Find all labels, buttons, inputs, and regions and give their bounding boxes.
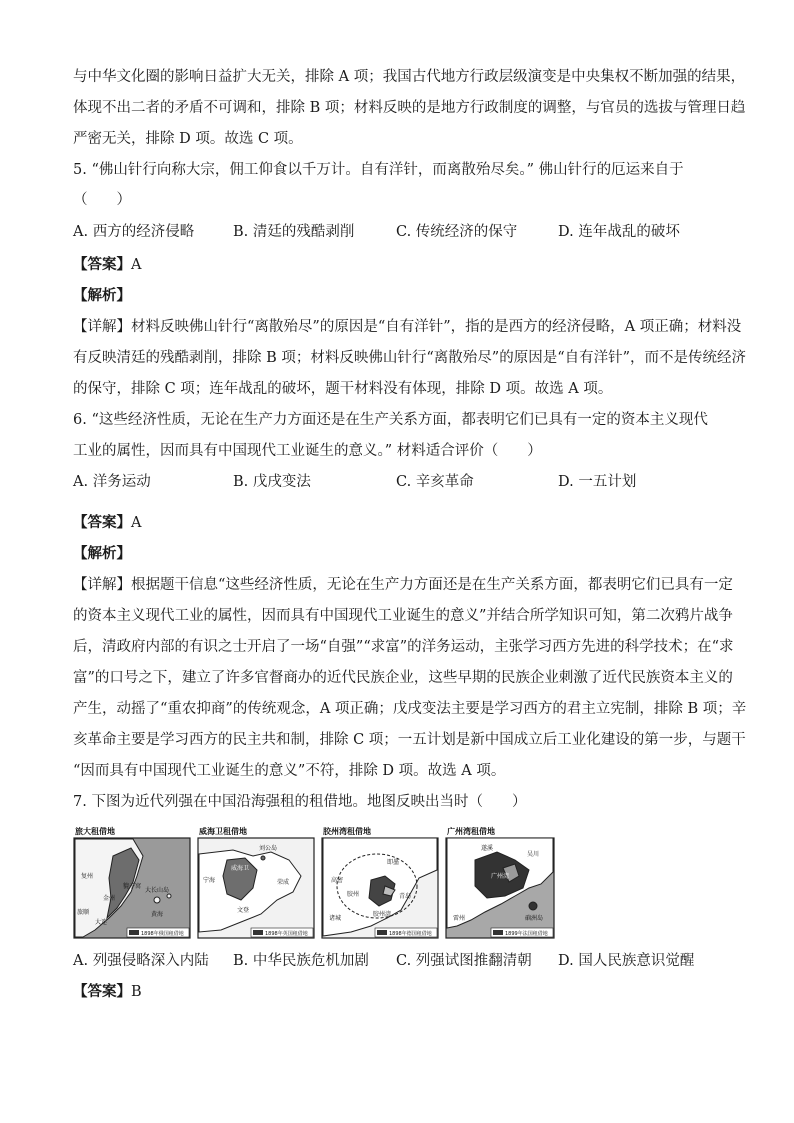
q5-option-b: B. 清廷的残酷剥削 — [233, 224, 355, 240]
map-weihaiwei-place-3: 宁海 — [203, 877, 216, 884]
map-lvda-place-2: 貔子窝 — [123, 883, 142, 890]
intro-line-2: 体现不出二者的矛盾不可调和，排除 B 项；材料反映的是地方行政制度的调整，与官员的选拔与管理日趋 — [73, 100, 746, 116]
map-jiaozhouwan-place-1: 即墨 — [387, 859, 400, 866]
q6-answer — [73, 513, 141, 533]
map-jiaozhouwan-place-2: 高密 — [331, 877, 344, 884]
map-weihaiwei-place-5: 荣成 — [277, 879, 290, 886]
q7-option-d: D. 国人民族意识觉醒 — [558, 953, 695, 969]
q6-answer-tag: 【答案】 — [73, 514, 131, 531]
map-lvda-place-5: 金州 — [103, 895, 116, 902]
map-lvda-place-4: 大连 — [95, 919, 108, 926]
map-weihaiwei-place-1: 刘公岛 — [259, 845, 278, 852]
q6-option-d: D. 一五计划 — [558, 474, 637, 490]
map-weihaiwei-title: 威海卫租借地 — [199, 827, 247, 836]
q5-answer-value: A — [131, 257, 142, 273]
q6-stem-line-1: 6. “这些经济性质，无论在生产力方面还是在生产关系方面，都表明它们已具有一定的资本主义现代 — [73, 412, 708, 428]
q6-option-c: C. 辛亥革命 — [396, 474, 474, 490]
intro-line-1: 与中华文化圈的影响日益扩大无关，排除 A 项；我国古代地方行政层级演变是中央集权不断加强的结果， — [73, 69, 746, 85]
map-weihaiwei — [197, 826, 315, 940]
intro-line-3: 严密无关，排除 D 项。故选 C 项。 — [73, 131, 303, 147]
q6-option-a: A. 洋务运动 — [73, 474, 151, 490]
q5-option-d: D. 连年战乱的破坏 — [558, 224, 680, 240]
q5-detail-line-1: 【详解】材料反映佛山针行“离散殆尽”的原因是“自有洋针”，指的是西方的经济侵略，A 项正确；材料没 — [73, 319, 742, 335]
map-jiaozhouwan-title: 胶州湾租借地 — [323, 827, 371, 836]
map-lvda-place-7: 黄海 — [151, 911, 164, 918]
map-lvda-place-1: 复州 — [81, 873, 94, 880]
q5-option-c: C. 传统经济的保守 — [396, 224, 518, 240]
map-weihaiwei-place-2: 威海卫 — [231, 865, 250, 872]
q7-option-c: C. 列强试图推翻清朝 — [396, 953, 532, 969]
map-lvda-legend: 1898年俄国租借地 — [141, 931, 184, 937]
q6-analysis-tag: 【解析】 — [73, 545, 131, 562]
map-jiaozhouwan-place-5: 青岛 — [399, 893, 412, 900]
q7-option-a: A. 列强侵略深入内陆 — [73, 953, 209, 969]
q6-detail-line-3: 后，清政府内部的有识之士开启了一场“自强”“求富”的洋务运动，主张学习西方先进的科学技术；在“求 — [73, 639, 734, 655]
map-lvda-title: 旅大租借地 — [75, 827, 115, 836]
map-guangzhouwan-legend: 1899年法国租借地 — [505, 931, 548, 937]
q6-detail-line-4: 富”的口号之下，建立了许多官督商办的近代民族企业，这些早期的民族企业刺激了近代民族资本主义的 — [73, 670, 733, 686]
map-jiaozhouwan-place-6: 诸城 — [329, 915, 342, 922]
q5-detail-line-2: 有反映清廷的残酷剥削，排除 B 项；材料反映佛山针行“离散殆尽”的原因是“自有洋针”，而不是传统经济 — [73, 350, 747, 366]
q7-map-figure — [73, 826, 555, 942]
q7-option-b: B. 中华民族危机加剧 — [233, 953, 369, 969]
q6-answer-value: A — [131, 515, 142, 531]
map-guangzhouwan-place-1: 遂溪 — [481, 845, 494, 852]
q6-detail-line-2: 的资本主义现代工业的属性，因而具有中国现代工业诞生的意义”并结合所学知识可知，第二次鸦片战争 — [73, 608, 733, 624]
map-guangzhouwan-place-5: 硇洲岛 — [525, 915, 544, 922]
q6-option-b: B. 戊戌变法 — [233, 474, 311, 490]
q6-detail-line-6: 亥革命主要是学习西方的民主共和制，排除 C 项；一五计划是新中国成立后工业化建设的第一步，与题干 — [73, 732, 746, 748]
map-guangzhouwan-place-2: 吴川 — [527, 851, 540, 858]
q5-answer — [73, 255, 141, 275]
q7-answer-tag: 【答案】 — [73, 983, 131, 1000]
map-jiaozhouwan-place-3: 胶州 — [347, 891, 360, 898]
q5-stem-line-1: 5. “佛山针行向称大宗，佣工仰食以千万计。自有洋针，而离散殆尽矣。” 佛山针行的厄运来自于 — [73, 162, 684, 178]
map-guangzhouwan-title: 广州湾租借地 — [447, 827, 495, 836]
q7-answer-value: B — [131, 984, 142, 1000]
map-guangzhouwan-place-3: 广州湾 — [491, 873, 510, 880]
q5-answer-tag: 【答案】 — [73, 256, 131, 273]
map-jiaozhouwan-legend: 1898年德国租借地 — [389, 931, 432, 937]
map-guangzhouwan — [445, 826, 555, 940]
q7-stem: 7. 下图为近代列强在中国沿海强租的租借地。地图反映出当时（ ） — [73, 794, 527, 810]
map-jiaozhouwan-place-4: 胶州湾 — [373, 911, 392, 918]
q6-detail-line-7: “因而具有中国现代工业诞生的意义”不符，排除 D 项。故选 A 项。 — [73, 763, 506, 779]
q6-detail-line-1: 【详解】根据题干信息“这些经济性质，无论在生产力方面还是在生产关系方面，都表明它们已具有一定 — [73, 577, 733, 593]
map-lvda-place-3: 旅顺 — [77, 909, 90, 916]
map-weihaiwei-place-4: 文登 — [237, 907, 250, 914]
q7-answer — [73, 982, 142, 1002]
q5-stem-line-2: （ ） — [73, 192, 131, 208]
q5-option-a: A. 西方的经济侵略 — [73, 224, 195, 240]
q6-stem-line-2: 工业的属性，因而具有中国现代工业诞生的意义。” 材料适合评价（ ） — [73, 443, 542, 459]
q6-detail-line-5: 产生，动摇了“重农抑商”的传统观念，A 项正确；戊戌变法主要是学习西方的君主立宪制，排除 B 项；辛 — [73, 701, 747, 717]
map-weihaiwei-legend: 1898年英国租借地 — [265, 931, 308, 937]
q5-analysis-tag: 【解析】 — [73, 287, 131, 304]
map-lvda — [73, 826, 191, 940]
q5-detail-line-3: 的保守，排除 C 项；连年战乱的破坏，题干材料没有体现，排除 D 项。故选 A 项。 — [73, 381, 613, 397]
map-lvda-place-6: 大长山岛 — [145, 887, 170, 894]
map-guangzhouwan-place-4: 雷州 — [453, 915, 466, 922]
map-jiaozhouwan — [321, 826, 439, 940]
